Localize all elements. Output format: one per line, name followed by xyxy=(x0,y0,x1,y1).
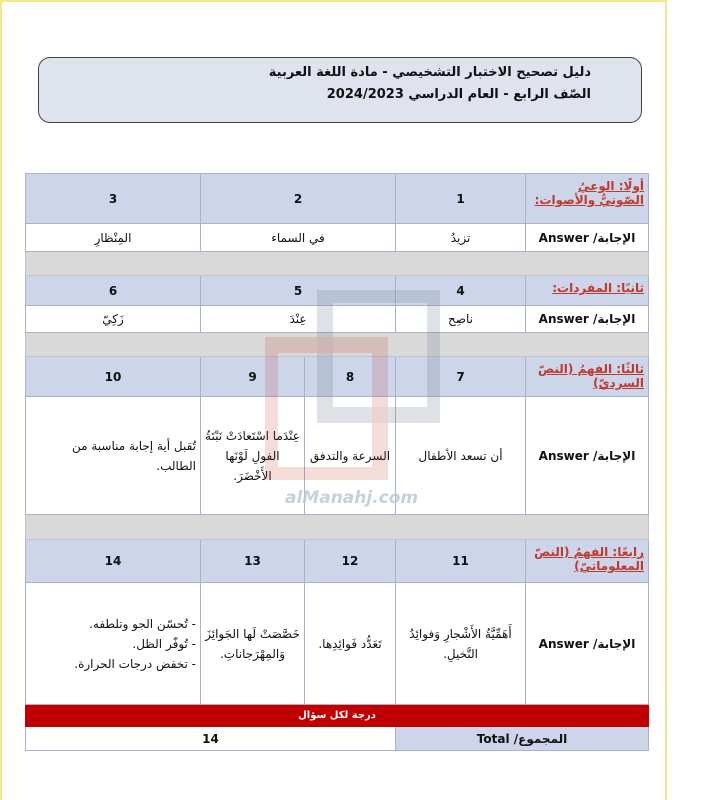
question-number: 11 xyxy=(396,540,526,583)
watermark-text: alManahj.com xyxy=(285,488,419,508)
answer-cell: عِنْدَما اسْتَعادَتْ نَبْتَةُ الفولِ لَوْنَها الأَخْضَرَ. xyxy=(201,397,305,515)
answer-cell: ناصِح xyxy=(396,306,526,333)
question-number: 1 xyxy=(396,174,526,224)
question-number: 9 xyxy=(201,357,305,397)
section1-title: أولًا: الوعيُ الصّوتيُّ والأصوات: xyxy=(526,174,649,224)
total-row xyxy=(26,727,649,751)
section4-answer-row xyxy=(26,583,649,705)
score-note: درجة لكل سؤال xyxy=(26,705,649,727)
answer-label: الإجابة/ Answer xyxy=(526,583,649,705)
answer-label: الإجابة/ Answer xyxy=(526,397,649,515)
answer-cell: السرعة والتدفق xyxy=(305,397,396,515)
question-number: 12 xyxy=(305,540,396,583)
question-number: 13 xyxy=(201,540,305,583)
score-note-row xyxy=(26,705,649,727)
document-title: دليل تصحيح الاختبار التشخيصي - مادة اللغة العربية xyxy=(268,65,591,80)
section4-title: رابعًا: الفهمُ (النصّ المعلوماتيّ) xyxy=(526,540,649,583)
total-label: المجموع/ Total xyxy=(396,727,649,751)
section1-header-row xyxy=(26,174,649,224)
section2-answer-row xyxy=(26,306,649,333)
answer-cell: تُقبل أية إجابة مناسبة من الطالب. xyxy=(26,397,201,515)
question-number: 5 xyxy=(201,276,396,306)
spacer-row xyxy=(26,252,649,276)
answer-cell: زَكِيّ xyxy=(26,306,201,333)
question-number: 8 xyxy=(305,357,396,397)
list-item: - تُحسّن الجو وتلطفه. xyxy=(89,616,196,631)
answer-cell: عِنْدَ xyxy=(201,306,396,333)
section2-header-row xyxy=(26,276,649,306)
answer-cell: أَهَمِّيَّةُ الأَشْجارِ وَفوائِدُ النَّخيلِ. xyxy=(396,583,526,705)
answer-cell: تَعَدُّد فَوائِدِها. xyxy=(305,583,396,705)
question-number: 10 xyxy=(26,357,201,397)
section2-title: ثانيًا: المفردات: xyxy=(526,276,649,306)
section1-answer-row xyxy=(26,224,649,252)
answer-cell: في السماء xyxy=(201,224,396,252)
grade-year-line: الصّف الرابع - العام الدراسي 2024/2023 xyxy=(326,87,591,102)
answer-label: الإجابة/ Answer xyxy=(526,306,649,333)
answer-cell: أن تسعد الأطفال xyxy=(396,397,526,515)
section3-title: ثالثًا: الفهمُ (النصّ السرديّ) xyxy=(526,357,649,397)
section4-header-row xyxy=(26,540,649,583)
question-number: 2 xyxy=(201,174,396,224)
total-value: 14 xyxy=(26,727,396,751)
answer-cell: المِنْظارِ xyxy=(26,224,201,252)
question-number: 4 xyxy=(396,276,526,306)
section3-header-row xyxy=(26,357,649,397)
question-number: 3 xyxy=(26,174,201,224)
answer-label: الإجابة/ Answer xyxy=(526,224,649,252)
answer-key-table xyxy=(25,173,649,751)
answer-cell: خَصَّصَتْ لَها الجَوائِزَ وَالمِهْرَجاناتِ. xyxy=(201,583,305,705)
list-item: - تخفض درجات الحرارة. xyxy=(74,656,196,671)
spacer-row xyxy=(26,515,649,540)
spacer-row xyxy=(26,333,649,357)
question-number: 14 xyxy=(26,540,201,583)
list-item: - تُوفّر الظل. xyxy=(132,636,196,651)
question-number: 7 xyxy=(396,357,526,397)
title-box xyxy=(38,57,642,123)
answer-cell: تزيدُ xyxy=(396,224,526,252)
question-number: 6 xyxy=(26,276,201,306)
answer-cell-list xyxy=(26,583,201,705)
